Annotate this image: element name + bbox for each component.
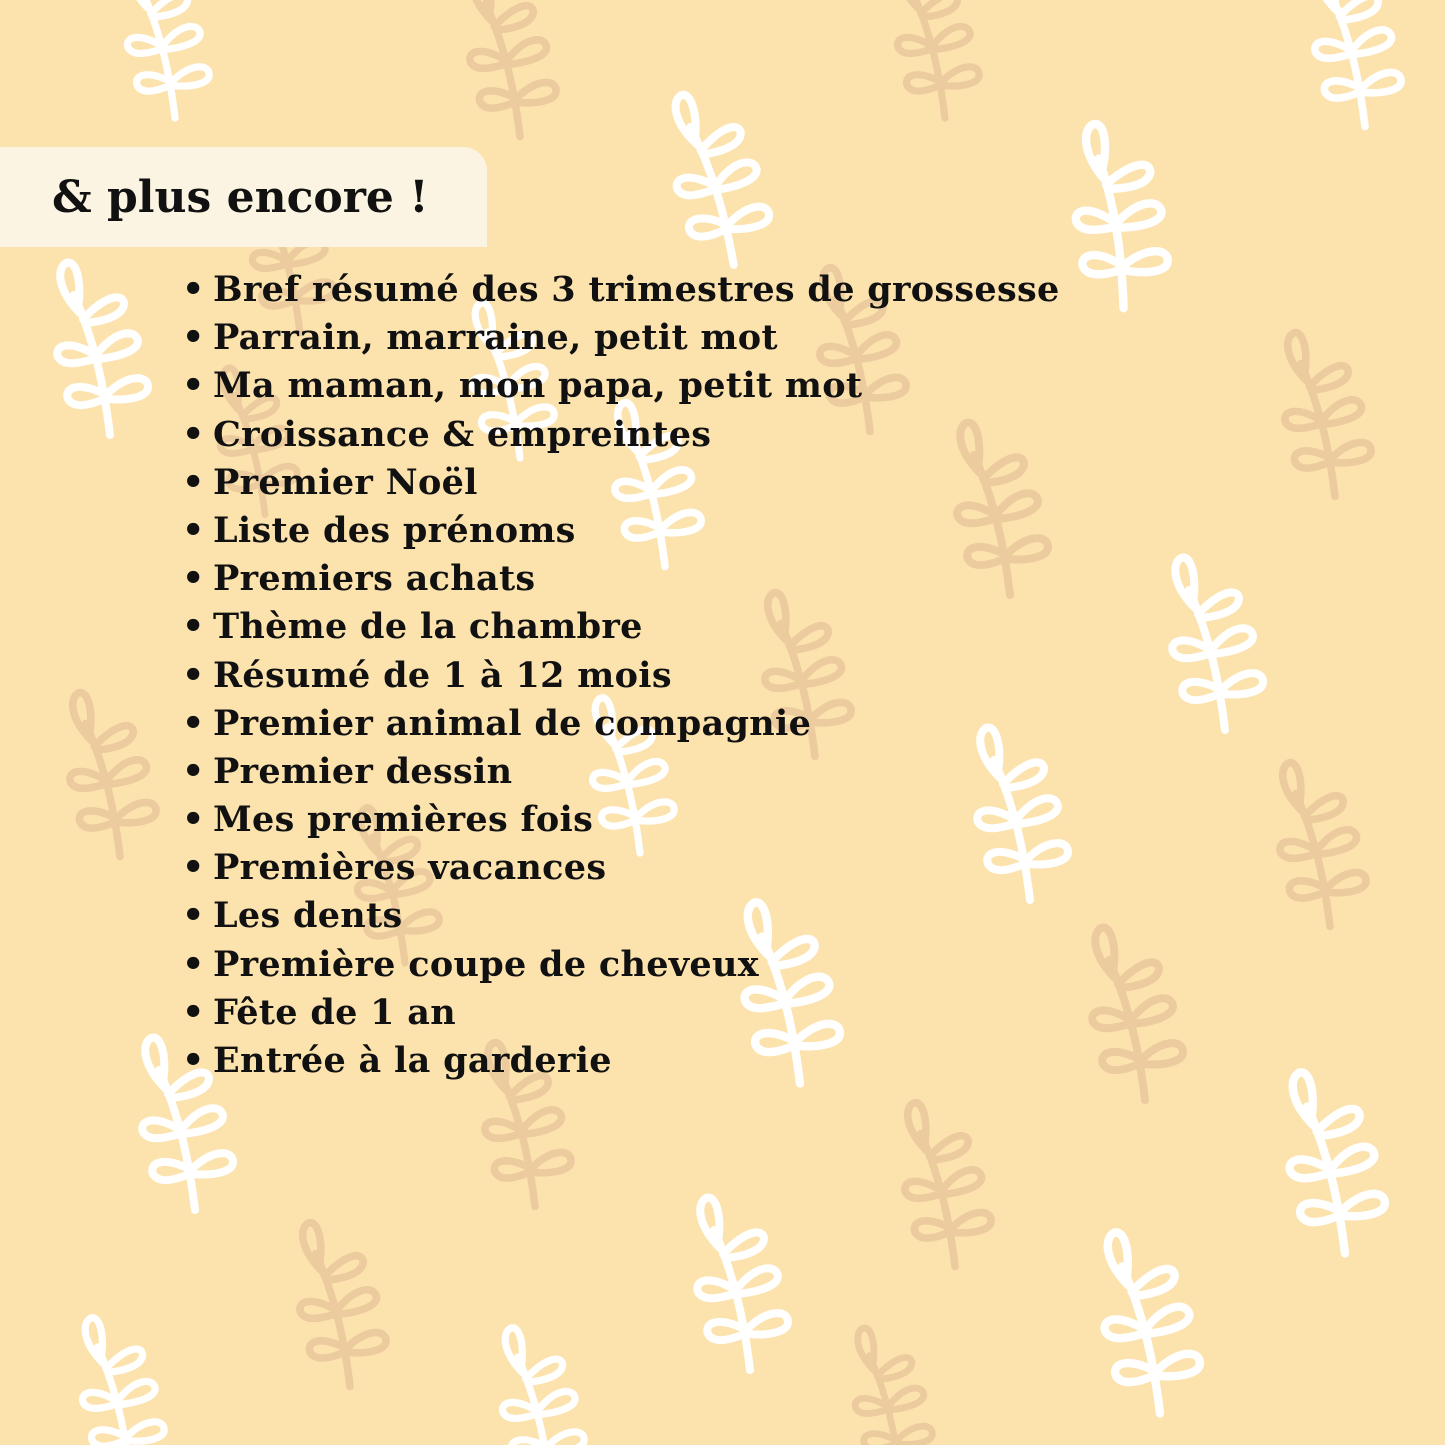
bullet-marker: • [182, 847, 205, 889]
feature-list-item [182, 1037, 1060, 1085]
bullet-marker: • [182, 1040, 205, 1081]
feature-item-label: Mes premières fois [213, 799, 594, 841]
feature-item-label: Premier dessin [213, 750, 513, 792]
feature-item-label: Premier Noël [213, 461, 478, 503]
feature-item-label: Ma maman, mon papa, petit mot [213, 365, 863, 407]
feature-item-label: Parrain, marraine, petit mot [213, 317, 778, 359]
feature-item-label: Les dents [213, 895, 403, 937]
feature-item-label: Bref résumé des 3 trimestres de grossesse [213, 269, 1060, 310]
feature-list-item [182, 796, 1060, 844]
feature-list-item [182, 362, 1060, 410]
bullet-marker: • [182, 365, 205, 407]
bullet-marker: • [182, 317, 205, 359]
page-title: & plus encore ! [52, 171, 429, 223]
feature-list-item [182, 892, 1060, 940]
feature-item-label: Premiers achats [213, 558, 536, 600]
bullet-marker: • [182, 895, 205, 937]
feature-item-label: Résumé de 1 à 12 mois [213, 654, 672, 696]
feature-item-label: Liste des prénoms [213, 509, 576, 551]
title-tab [0, 147, 487, 247]
feature-list-item [182, 411, 1060, 459]
bullet-marker: • [182, 943, 205, 985]
feature-item-label: Fête de 1 an [213, 991, 457, 1033]
feature-list-item [182, 459, 1060, 507]
bullet-marker: • [182, 461, 205, 503]
feature-item-label: Entrée à la garderie [213, 1040, 612, 1081]
feature-list-item [182, 603, 1060, 651]
bullet-marker: • [182, 606, 205, 648]
feature-item-label: Premières vacances [213, 847, 607, 889]
feature-list [182, 266, 1060, 1085]
bullet-marker: • [182, 991, 205, 1033]
feature-list-item [182, 507, 1060, 555]
bullet-marker: • [182, 750, 205, 792]
feature-list-item [182, 844, 1060, 892]
feature-list-item [182, 989, 1060, 1037]
bullet-marker: • [182, 413, 205, 455]
feature-item-label: Premier animal de compagnie [213, 702, 812, 744]
bullet-marker: • [182, 509, 205, 551]
feature-list-item [182, 941, 1060, 989]
bullet-marker: • [182, 702, 205, 744]
bullet-marker: • [182, 558, 205, 600]
bullet-marker: • [182, 654, 205, 696]
feature-list-item [182, 652, 1060, 700]
feature-item-label: Croissance & empreintes [213, 413, 712, 455]
feature-list-item [182, 748, 1060, 796]
feature-item-label: Thème de la chambre [213, 606, 643, 648]
feature-list-item [182, 266, 1060, 314]
feature-item-label: Première coupe de cheveux [213, 943, 759, 985]
feature-list-item [182, 555, 1060, 603]
feature-list-item [182, 314, 1060, 362]
bullet-marker: • [182, 269, 205, 310]
bullet-marker: • [182, 799, 205, 841]
feature-list-item [182, 700, 1060, 748]
